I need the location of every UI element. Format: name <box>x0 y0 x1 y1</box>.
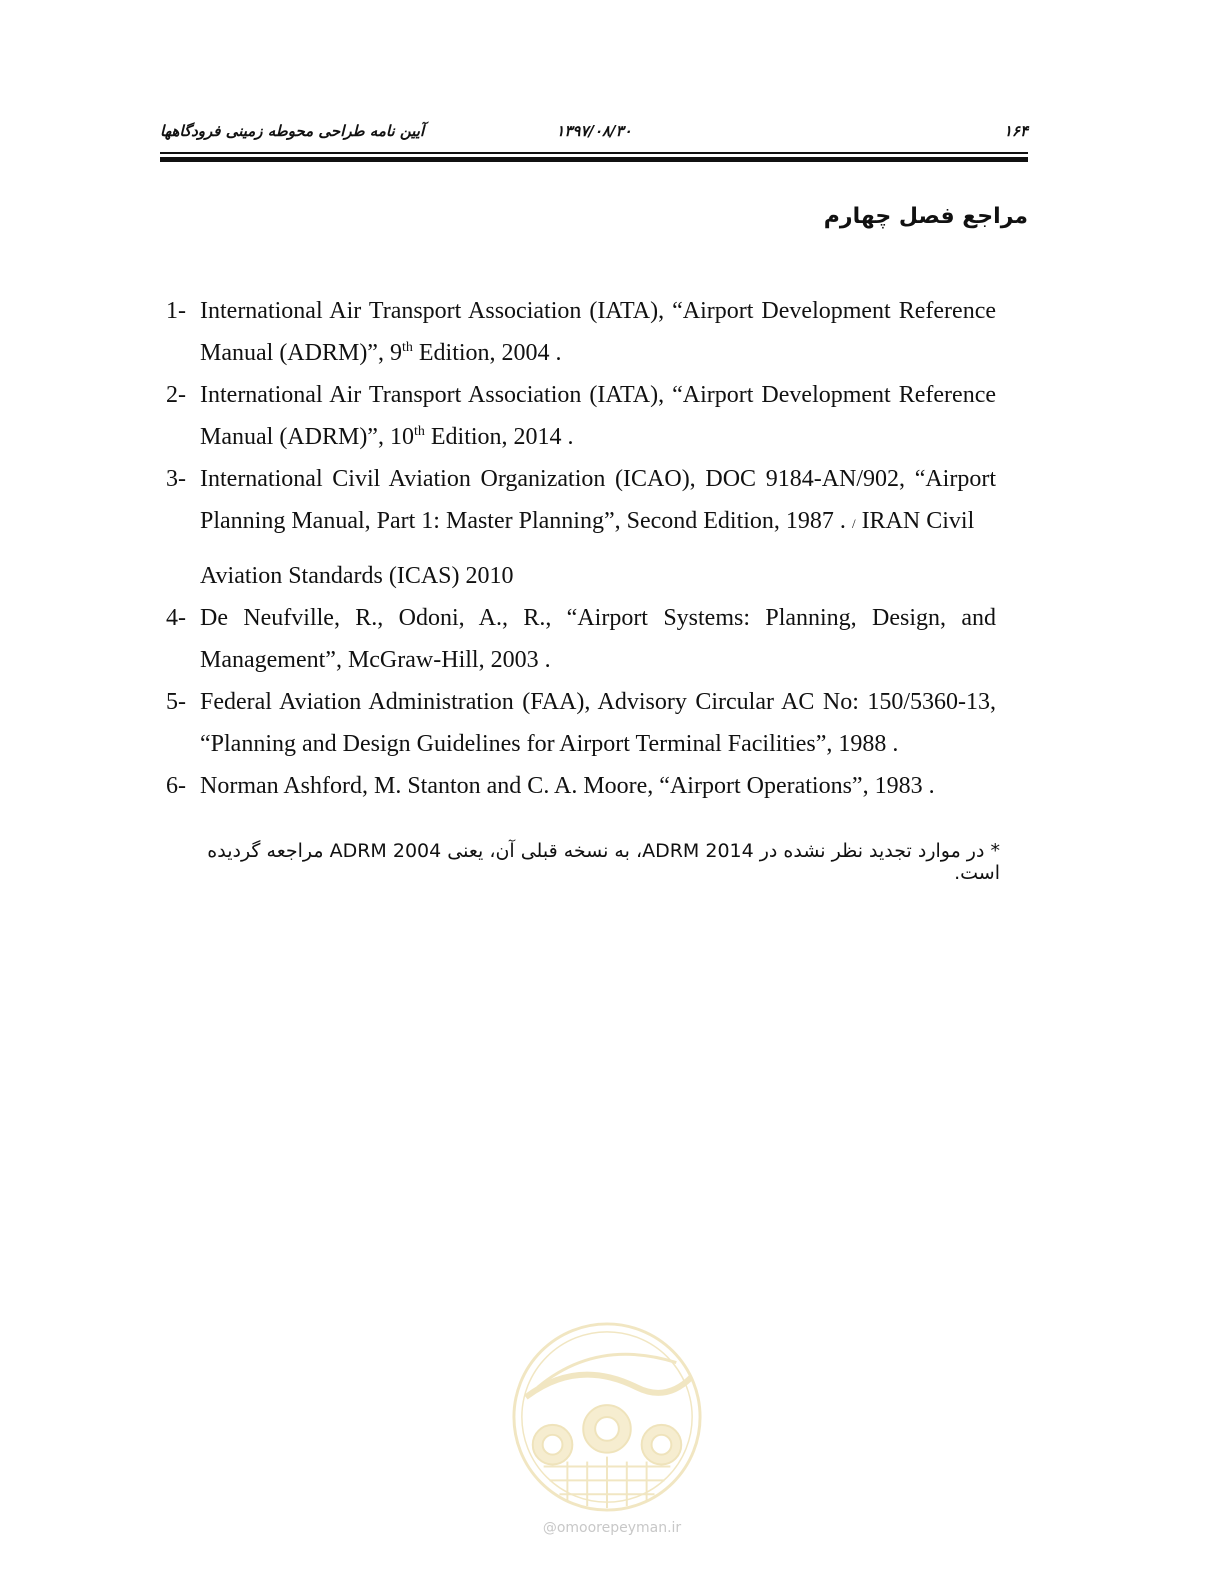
reference-item <box>166 374 996 458</box>
reference-number: 2- <box>166 382 186 408</box>
reference-number: 1- <box>166 298 186 324</box>
reference-number: 5- <box>166 689 186 715</box>
reference-list <box>166 290 996 807</box>
header-page-number: ۱۶۴ <box>1003 122 1028 140</box>
reference-item <box>166 458 996 597</box>
section-title: مراجع فصل چهارم <box>823 204 1028 229</box>
reference-number: 6- <box>166 773 186 799</box>
page-header <box>160 118 1028 148</box>
reference-text: Norman Ashford, M. Stanton and C. A. Moore, “Airport Operations”, 1983 . <box>200 773 935 799</box>
reference-number: 3- <box>166 466 186 492</box>
header-divider-thick <box>160 157 1028 162</box>
reference-item <box>166 765 996 807</box>
reference-item <box>166 290 996 374</box>
reference-text: Federal Aviation Administration (FAA), Advisory Circular AC No: 150/5360-13, “Planning and Design Guidelines for Airport Terminal Facilities”, 1988 . <box>200 689 996 757</box>
ordinal-superscript: th <box>401 340 413 355</box>
header-document-title: آیین نامه طراحی محوطه زمینی فرودگاهها <box>160 122 425 140</box>
watermark-url: @omoorepeyman.ir <box>542 1520 682 1536</box>
reference-item <box>166 597 996 681</box>
reference-continuation: Aviation Standards (ICAS) 2010 <box>200 563 514 589</box>
reference-item <box>166 681 996 765</box>
footnote: * در موارد تجدید نظر نشده در ADRM 2014، به نسخه قبلی آن، یعنی ADRM 2004 مراجعه گردیده است. <box>207 840 1000 884</box>
ordinal-superscript: th <box>413 424 425 439</box>
reference-text: International Civil Aviation Organization (ICAO), DOC 9184-AN/902, “Airport Planning Manual, Part 1: Master Planning”, Second Edition, 1987 . / IRAN Civil Aviation Standards (ICAS) 2010 <box>200 458 996 597</box>
reference-text: De Neufville, R., Odoni, A., R., “Airport Systems: Planning, Design, and Management”, McGraw-Hill, 2003 . <box>200 605 996 673</box>
watermark-logo <box>508 1318 706 1516</box>
header-date: ۱۳۹۷/۰۸/۳۰ <box>556 122 632 140</box>
reference-text: International Air Transport Association (IATA), “Airport Development Reference Manual (ADRM)”, 9th Edition, 2004 . <box>200 298 996 366</box>
header-divider-thin <box>160 152 1028 154</box>
reference-text: International Air Transport Association (IATA), “Airport Development Reference Manual (ADRM)”, 10th Edition, 2014 . <box>200 382 996 450</box>
reference-number: 4- <box>166 605 186 631</box>
